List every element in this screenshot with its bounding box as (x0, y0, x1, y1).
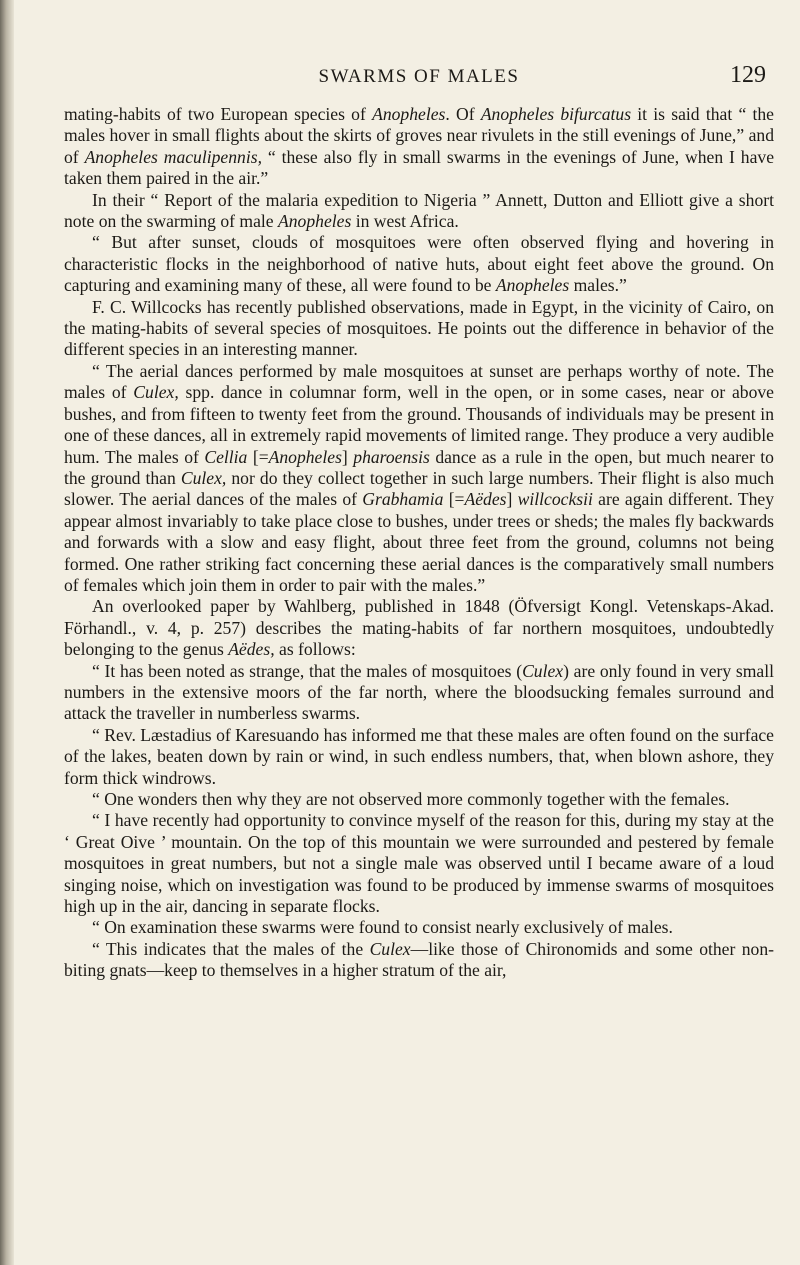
italic-text-run: Aëdes, (228, 639, 275, 660)
text-run: An overlooked paper by Wahlberg, published in 1848 (Öfversigt Kongl. Vetenskaps-Akad. Förhandl., v. 4, p. 257) describes the mating-habits of far northern mosquitoes, undoubtedly belonging to the genus (64, 596, 774, 660)
italic-text-run: Cellia (204, 446, 248, 467)
text-run: spp. dance in columnar form, well in the open, or in some cases, near or above bushes, and from fifteen to twenty feet from the ground. Thousands of individuals may be present in one of these dances, all in extremely rapid movements of limited range. They produce a very audible hum. The males of (64, 382, 774, 467)
italic-text-run: Culex (522, 660, 564, 681)
text-run: males.” (569, 275, 627, 296)
text-run: ] (506, 489, 518, 510)
page-number: 129 (730, 62, 766, 88)
text-run: ] (341, 446, 354, 467)
italic-text-run: Culex, (180, 467, 227, 488)
text-run: “ One wonders then why they are not observed more commonly together with the females. (92, 789, 730, 809)
text-run: mating-habits of two European species of (64, 104, 373, 124)
italic-text-run: Culex, (133, 382, 179, 403)
text-run: [= (247, 446, 269, 467)
paragraph (64, 810, 774, 917)
text-run: nor do they collect together in such large numbers. Their flight is also much slower. The aerial dances of the males of (64, 467, 775, 510)
text-run: F. C. Willcocks has recently published observations, made in Egypt, in the vicinity of Cairo, on the mating-habits of several species of mosquitoes. He points out the difference in behavior of the different species in an interesting manner. (64, 296, 774, 360)
paragraph (64, 190, 774, 233)
text-run: “ This indicates that the males of the (92, 938, 370, 959)
italic-text-run: Anopheles maculipennis, (84, 146, 262, 167)
text-run: “ Rev. Læstadius of Karesuando has informed me that these males are often found on the surface of the lakes, beaten down by rain or wind, in such endless numbers, that, when blown ashore, they form thick windrows. (64, 724, 774, 788)
paragraph (64, 939, 774, 982)
paragraph (64, 361, 774, 596)
text-run: are again different. They appear almost invariably to take place close to bushes, under trees or sheds; the males fly backwards and forwards with a slow and easy flight, about three feet from the ground, columns not being formed. One rather striking fact concerning these aerial dances is the comparatively small numbers of females which join them in order to pair with the males.” (64, 489, 775, 595)
text-run: dance as a rule in the open, but much nearer to the ground than (64, 446, 774, 488)
italic-text-run: Grabhamia (362, 489, 444, 510)
italic-text-run: Anopheles (372, 104, 446, 124)
paragraph (64, 297, 774, 361)
italic-text-run: Anopheles (268, 446, 342, 467)
paragraph (64, 232, 774, 296)
text-run: as follows: (274, 639, 356, 660)
text-run: “ The aerial dances performed by male mosquitoes at sunset are perhaps worthy of note. The males of (64, 360, 774, 403)
text-run: [= (443, 489, 465, 510)
text-run: ) are only found in very small numbers in the extensive moors of the far north, where the bloodsucking females surround and attack the traveller in numberless swarms. (64, 660, 774, 724)
text-run: “ I have recently had opportunity to convince myself of the reason for this, during my stay at the ‘ Great Oive ’ mountain. On the top of this mountain we were surrounded and pestered by female mosquitoes in great numbers, but not a single male was observed until I became aware of a loud singing noise, which on investigation was found to be produced by immense swarms of mosquitoes high up in the air, dancing in separate flocks. (64, 810, 774, 917)
italic-text-run: pharoensis (353, 446, 430, 467)
text-run: “ On examination these swarms were found to consist nearly exclusively of males. (92, 917, 673, 938)
page-header (64, 62, 774, 92)
text-run: in west Africa. (351, 211, 459, 232)
paragraph (64, 661, 774, 725)
italic-text-run: Anopheles bifurcatus (480, 104, 632, 124)
text-run: In their “ Report of the malaria expedition to Nigeria ” Annett, Dutton and Elliott give a short note on the swarming of male (64, 189, 774, 232)
running-head: SWARMS OF MALES (318, 66, 520, 87)
italic-text-run: Culex (369, 938, 411, 959)
paragraph (64, 725, 774, 789)
italic-text-run: willcocksii (517, 489, 593, 510)
text-run: it is said that “ the males hover in small flights about the skirts of groves near rivulets in the still evenings of June,” and of (64, 104, 774, 167)
text-run: “ But after sunset, clouds of mosquitoes were often observed flying and hovering in characteristic flocks in the neighborhood of native huts, about eight feet above the ground. On capturing and examining many of these, all were found to be (64, 232, 774, 296)
text-run: . Of (445, 104, 481, 124)
paragraph (64, 917, 774, 938)
paragraph (64, 596, 774, 660)
body-text (64, 104, 774, 982)
book-spine-shadow (0, 0, 14, 1265)
text-run: “ these also fly in small swarms in the evenings of June, when I have taken them paired in the air.” (64, 146, 775, 189)
paragraph (64, 104, 774, 190)
paragraph (64, 789, 774, 810)
text-run: “ It has been noted as strange, that the males of mosquitoes ( (92, 660, 523, 681)
italic-text-run: Anopheles (495, 275, 570, 296)
italic-text-run: Aëdes (464, 489, 507, 510)
text-run: —like those of Chironomids and some other non-biting gnats—keep to themselves in a higher stratum of the air, (64, 938, 774, 981)
book-page (64, 62, 775, 982)
italic-text-run: Anopheles (278, 211, 352, 232)
